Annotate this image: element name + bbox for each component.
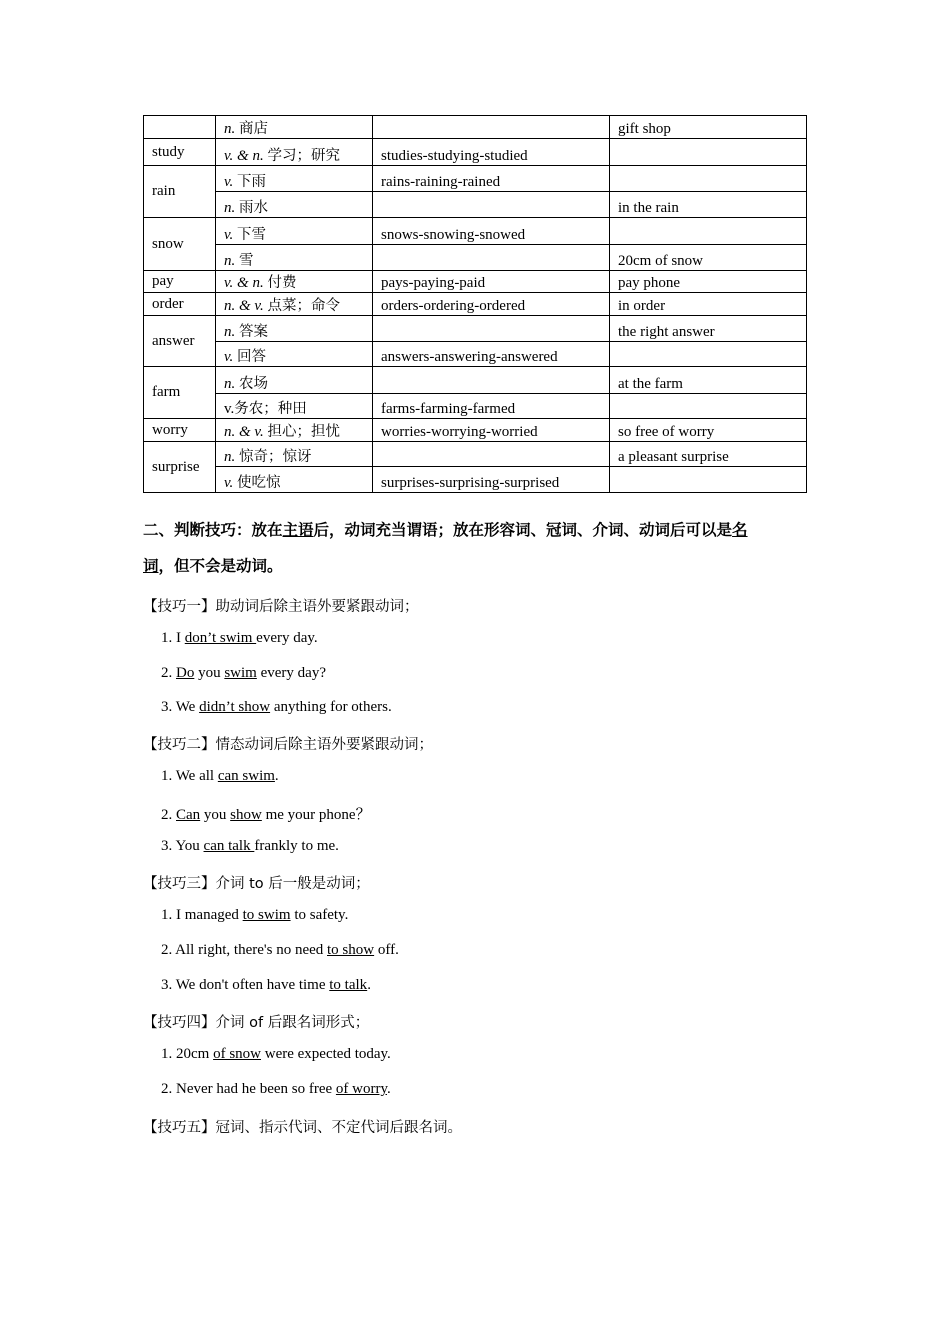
tip4-sentence-1: 1. 20cm of snow were expected today. [161,1046,391,1062]
tip2-title: 【技巧二】情态动词后除主语外要紧跟动词； [143,737,433,753]
phrase-cell: 20cm of snow [610,245,807,271]
meaning-cell: n. & v. 担心；担忧 [216,419,373,442]
table-row [144,442,807,467]
phrase-cell: gift shop [610,116,807,139]
phrase-cell: in the rain [610,192,807,218]
meaning-cell: v. 下雨 [216,166,373,192]
tip1-title: 【技巧一】助动词后除主语外要紧跟动词； [143,599,419,615]
tip2-sentence-3: 3. You can talk frankly to me. [161,838,339,854]
section-heading: 二、判断技巧：放在主语后，动词充当谓语；放在形容词、冠词、介词、动词后可以是名 词，但不会是动词。 [143,521,748,575]
table-row [144,166,807,192]
meaning-cell: n. 惊奇；惊讶 [216,442,373,467]
table-row [144,192,807,218]
tip4-title: 【技巧四】介词 of 后跟名词形式； [143,1015,370,1031]
table-row [144,394,807,419]
forms-cell [373,316,610,342]
phrase-cell: at the farm [610,367,807,394]
phrase-cell [610,342,807,367]
forms-cell: snows-snowing-snowed [373,218,610,245]
forms-cell [373,192,610,218]
table-row [144,342,807,367]
table-row [144,316,807,342]
tip3-title: 【技巧三】介词 to 后一般是动词； [143,876,370,892]
word-cell: snow [144,218,216,271]
word-cell: worry [144,419,216,442]
phrase-cell: the right answer [610,316,807,342]
word-cell: order [144,293,216,316]
table-row [144,271,807,293]
forms-cell [373,367,610,394]
forms-cell: orders-ordering-ordered [373,293,610,316]
word-cell [144,116,216,139]
meaning-cell: n. & v. 点菜；命令 [216,293,373,316]
phrase-cell [610,139,807,166]
table-row [144,139,807,166]
tip1-sentence-3: 3. We didn’t show anything for others. [161,699,392,715]
table-row [144,116,807,139]
table-row [144,467,807,493]
phrase-cell [610,166,807,192]
forms-cell: pays-paying-paid [373,271,610,293]
forms-cell: rains-raining-rained [373,166,610,192]
meaning-cell: v. 使吃惊 [216,467,373,493]
word-cell: farm [144,367,216,419]
forms-cell [373,442,610,467]
forms-cell: answers-answering-answered [373,342,610,367]
meaning-cell: n. 农场 [216,367,373,394]
forms-cell [373,116,610,139]
phrase-cell: a pleasant surprise [610,442,807,467]
table-row [144,293,807,316]
tip4-sentence-2: 2. Never had he been so free of worry. [161,1081,391,1097]
meaning-cell: n. 雪 [216,245,373,271]
table-row [144,245,807,271]
meaning-cell: v. 下雪 [216,218,373,245]
tip3-sentence-1: 1. I managed to swim to safety. [161,907,349,923]
meaning-cell: n. 雨水 [216,192,373,218]
meaning-cell: v. & n. 付费 [216,271,373,293]
word-cell: rain [144,166,216,218]
meaning-cell: n. 商店 [216,116,373,139]
tip2-sentence-2: 2. Can you show me your phone？ [161,807,371,823]
vocabulary-table [143,115,807,493]
tip3-sentence-3: 3. We don't often have time to talk. [161,977,371,993]
meaning-cell: v. 回答 [216,342,373,367]
phrase-cell [610,394,807,419]
table-row [144,218,807,245]
tip3-sentence-2: 2. All right, there's no need to show off. [161,942,399,958]
word-cell: pay [144,271,216,293]
table-row [144,419,807,442]
tip1-sentence-1: 1. I don’t swim every day. [161,630,318,646]
meaning-cell: v. & n. 学习；研究 [216,139,373,166]
phrase-cell: so free of worry [610,419,807,442]
tip2-sentence-1: 1. We all can swim. [161,768,279,784]
phrase-cell: in order [610,293,807,316]
phrase-cell [610,467,807,493]
meaning-cell: v.务农；种田 [216,394,373,419]
phrase-cell: pay phone [610,271,807,293]
forms-cell [373,245,610,271]
forms-cell: surprises-surprising-surprised [373,467,610,493]
meaning-cell: n. 答案 [216,316,373,342]
phrase-cell [610,218,807,245]
word-cell: study [144,139,216,166]
word-cell: surprise [144,442,216,493]
forms-cell: studies-studying-studied [373,139,610,166]
forms-cell: farms-farming-farmed [373,394,610,419]
forms-cell: worries-worrying-worried [373,419,610,442]
word-cell: answer [144,316,216,367]
table-row [144,367,807,394]
tip5-title: 【技巧五】冠词、指示代词、不定代词后跟名词。 [143,1120,462,1136]
tip1-sentence-2: 2. Do you swim every day? [161,665,326,681]
